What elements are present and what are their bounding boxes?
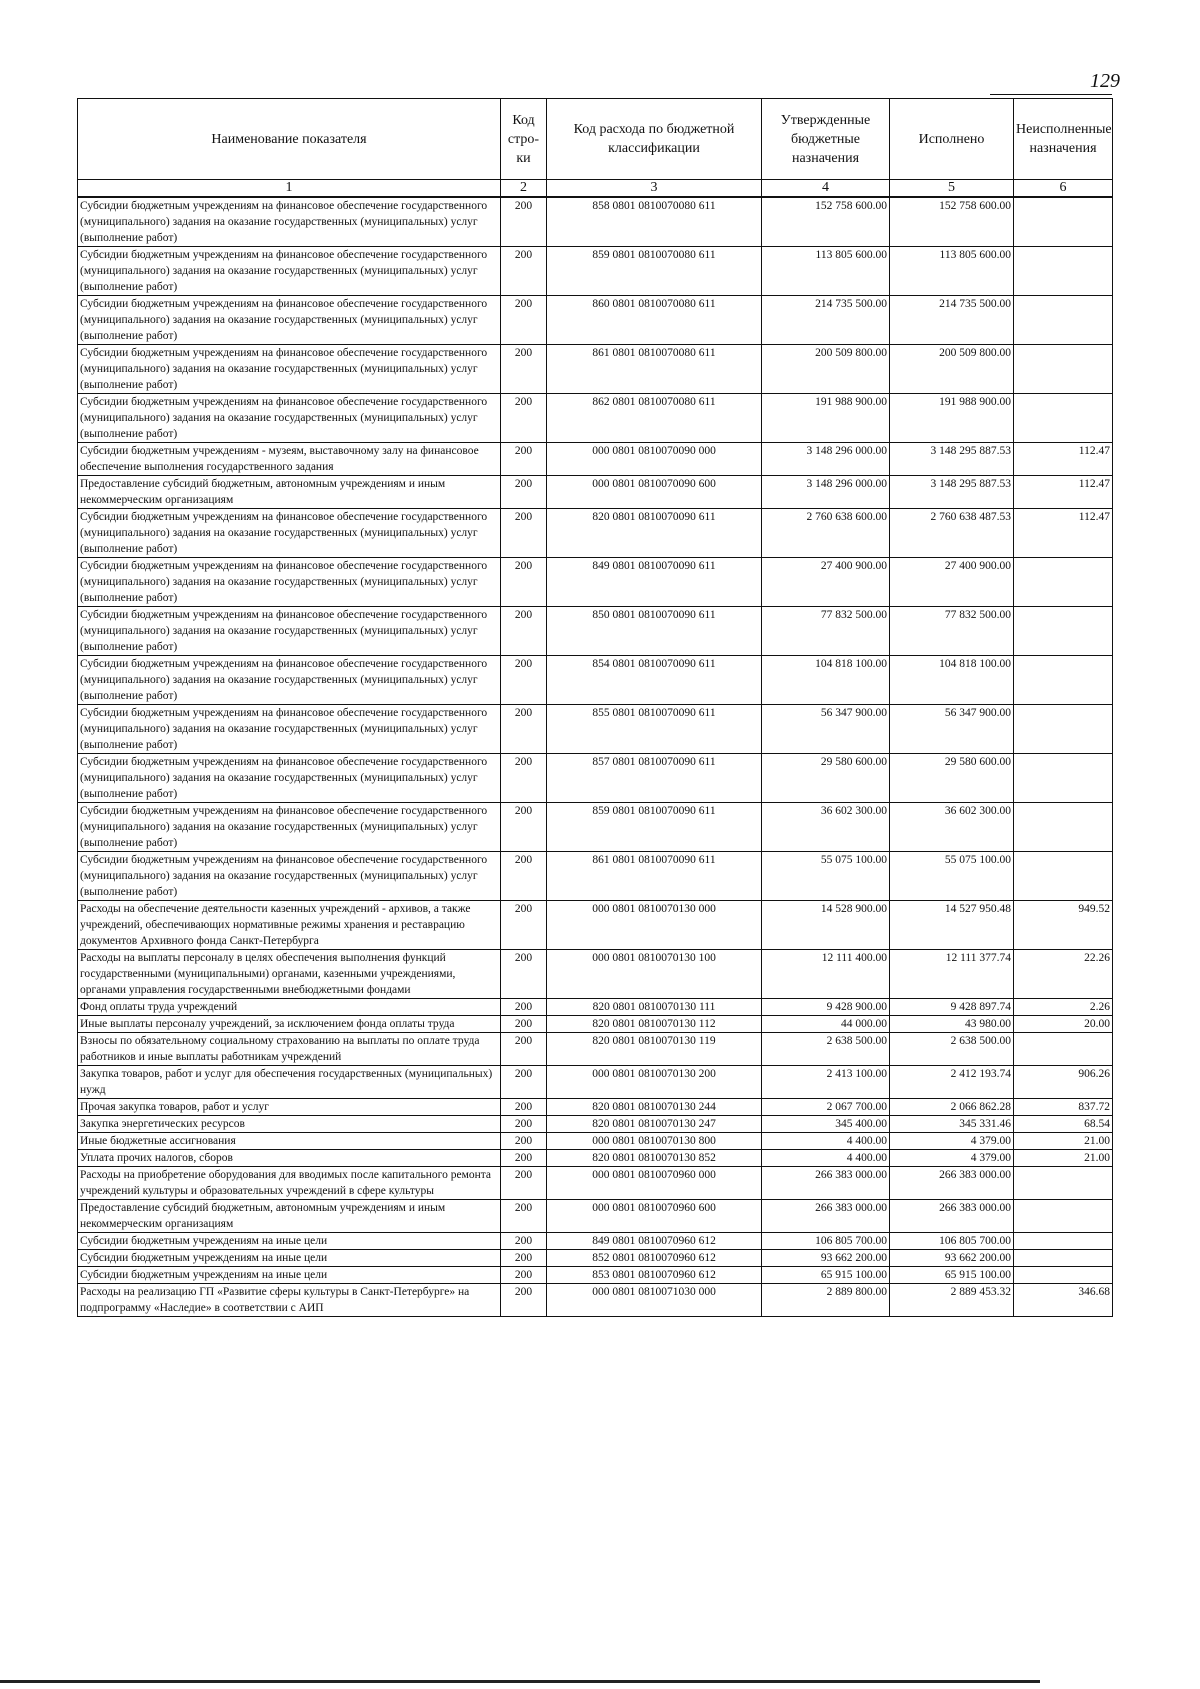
table-row <box>78 476 1113 509</box>
table-row <box>78 345 1113 394</box>
cell-line-code: 200 <box>501 1267 547 1284</box>
cell-unexecuted <box>1014 607 1113 656</box>
cell-executed: 14 527 950.48 <box>890 901 1014 950</box>
table-body <box>78 180 1113 1317</box>
cell-unexecuted: 906.26 <box>1014 1066 1113 1099</box>
cell-expense-code: 855 0801 0810070090 611 <box>547 705 762 754</box>
cell-unexecuted: 112.47 <box>1014 476 1113 509</box>
table-row <box>78 656 1113 705</box>
cell-executed: 152 758 600.00 <box>890 197 1014 247</box>
table-row <box>78 394 1113 443</box>
table-row <box>78 1133 1113 1150</box>
table-row <box>78 558 1113 607</box>
cell-line-code: 200 <box>501 247 547 296</box>
cell-indicator-name: Закупка товаров, работ и услуг для обеспечения государственных (муниципальных) нужд <box>78 1066 501 1099</box>
cell-unexecuted <box>1014 394 1113 443</box>
cell-unexecuted <box>1014 197 1113 247</box>
cell-expense-code: 849 0801 0810070960 612 <box>547 1233 762 1250</box>
cell-indicator-name: Субсидии бюджетным учреждениям на финансовое обеспечение государственного (муниципального) задания на оказание государственных (муниципальных) услуг (выполнение работ) <box>78 803 501 852</box>
cell-line-code: 200 <box>501 1033 547 1066</box>
cell-unexecuted: 22.26 <box>1014 950 1113 999</box>
cell-executed: 2 412 193.74 <box>890 1066 1014 1099</box>
cell-approved: 152 758 600.00 <box>762 197 890 247</box>
cell-executed: 113 805 600.00 <box>890 247 1014 296</box>
cell-executed: 214 735 500.00 <box>890 296 1014 345</box>
cell-line-code: 200 <box>501 1167 547 1200</box>
table-row <box>78 1233 1113 1250</box>
cell-unexecuted: 112.47 <box>1014 443 1113 476</box>
cell-line-code: 200 <box>501 443 547 476</box>
cell-indicator-name: Фонд оплаты труда учреждений <box>78 999 501 1016</box>
cell-line-code: 200 <box>501 1116 547 1133</box>
cell-unexecuted <box>1014 296 1113 345</box>
cell-executed: 12 111 377.74 <box>890 950 1014 999</box>
cell-line-code: 200 <box>501 509 547 558</box>
cell-executed: 2 760 638 487.53 <box>890 509 1014 558</box>
cell-line-code: 200 <box>501 1016 547 1033</box>
cell-approved: 4 400.00 <box>762 1133 890 1150</box>
cell-line-code: 200 <box>501 197 547 247</box>
cell-approved: 29 580 600.00 <box>762 754 890 803</box>
cell-expense-code: 857 0801 0810070090 611 <box>547 754 762 803</box>
table-row <box>78 852 1113 901</box>
cell-approved: 106 805 700.00 <box>762 1233 890 1250</box>
cell-executed: 93 662 200.00 <box>890 1250 1014 1267</box>
cell-executed: 2 889 453.32 <box>890 1284 1014 1317</box>
cell-unexecuted: 21.00 <box>1014 1133 1113 1150</box>
cell-approved: 12 111 400.00 <box>762 950 890 999</box>
cell-executed: 29 580 600.00 <box>890 754 1014 803</box>
cell-expense-code: 000 0801 0810070130 100 <box>547 950 762 999</box>
cell-expense-code: 859 0801 0810070080 611 <box>547 247 762 296</box>
table-row <box>78 509 1113 558</box>
cell-line-code: 200 <box>501 1150 547 1167</box>
cell-expense-code: 850 0801 0810070090 611 <box>547 607 762 656</box>
cell-unexecuted: 68.54 <box>1014 1116 1113 1133</box>
table-row <box>78 1250 1113 1267</box>
cell-expense-code: 820 0801 0810070130 111 <box>547 999 762 1016</box>
cell-executed: 56 347 900.00 <box>890 705 1014 754</box>
cell-line-code: 200 <box>501 296 547 345</box>
cell-line-code: 200 <box>501 901 547 950</box>
column-number: 6 <box>1014 180 1113 198</box>
cell-line-code: 200 <box>501 476 547 509</box>
cell-indicator-name: Расходы на приобретение оборудования для вводимых после капитального ремонта учреждений культуры и образовательных учреждений в сфере культуры <box>78 1167 501 1200</box>
cell-approved: 36 602 300.00 <box>762 803 890 852</box>
cell-expense-code: 000 0801 0810070960 000 <box>547 1167 762 1200</box>
table-row <box>78 1066 1113 1099</box>
cell-unexecuted <box>1014 1250 1113 1267</box>
table-row <box>78 1016 1113 1033</box>
cell-executed: 43 980.00 <box>890 1016 1014 1033</box>
cell-indicator-name: Субсидии бюджетным учреждениям на финансовое обеспечение государственного (муниципального) задания на оказание государственных (муниципальных) услуг (выполнение работ) <box>78 705 501 754</box>
table-row <box>78 1267 1113 1284</box>
page-number: 129 <box>1090 70 1120 92</box>
table-row <box>78 443 1113 476</box>
cell-indicator-name: Предоставление субсидий бюджетным, автономным учреждениям и иным некоммерческим организациям <box>78 1200 501 1233</box>
table-row <box>78 1116 1113 1133</box>
cell-line-code: 200 <box>501 607 547 656</box>
table-row <box>78 1033 1113 1066</box>
cell-unexecuted: 949.52 <box>1014 901 1113 950</box>
cell-line-code: 200 <box>501 1133 547 1150</box>
cell-executed: 3 148 295 887.53 <box>890 476 1014 509</box>
header-executed: Исполнено <box>890 99 1014 180</box>
cell-executed: 4 379.00 <box>890 1133 1014 1150</box>
cell-unexecuted: 837.72 <box>1014 1099 1113 1116</box>
cell-approved: 9 428 900.00 <box>762 999 890 1016</box>
cell-line-code: 200 <box>501 705 547 754</box>
cell-line-code: 200 <box>501 852 547 901</box>
cell-expense-code: 862 0801 0810070080 611 <box>547 394 762 443</box>
cell-approved: 65 915 100.00 <box>762 1267 890 1284</box>
column-number-row <box>78 180 1113 198</box>
cell-indicator-name: Субсидии бюджетным учреждениям на иные цели <box>78 1233 501 1250</box>
header-expense-code: Код расхода по бюджетной классификации <box>547 99 762 180</box>
cell-approved: 266 383 000.00 <box>762 1167 890 1200</box>
cell-expense-code: 820 0801 0810070130 852 <box>547 1150 762 1167</box>
table-row <box>78 705 1113 754</box>
cell-approved: 345 400.00 <box>762 1116 890 1133</box>
cell-indicator-name: Субсидии бюджетным учреждениям на финансовое обеспечение государственного (муниципального) задания на оказание государственных (муниципальных) услуг (выполнение работ) <box>78 558 501 607</box>
cell-executed: 2 638 500.00 <box>890 1033 1014 1066</box>
cell-approved: 2 760 638 600.00 <box>762 509 890 558</box>
cell-indicator-name: Расходы на обеспечение деятельности казенных учреждений - архивов, а также учреждений, обеспечивающих нормативные режимы хранения и реставрацию документов Архивного фонда Санкт-Петербурга <box>78 901 501 950</box>
cell-expense-code: 000 0801 0810071030 000 <box>547 1284 762 1317</box>
cell-unexecuted: 21.00 <box>1014 1150 1113 1167</box>
cell-expense-code: 852 0801 0810070960 612 <box>547 1250 762 1267</box>
cell-approved: 2 889 800.00 <box>762 1284 890 1317</box>
header-indicator-name: Наименование показателя <box>78 99 501 180</box>
table-row <box>78 607 1113 656</box>
cell-indicator-name: Иные бюджетные ассигнования <box>78 1133 501 1150</box>
cell-line-code: 200 <box>501 803 547 852</box>
cell-unexecuted <box>1014 1233 1113 1250</box>
cell-approved: 2 067 700.00 <box>762 1099 890 1116</box>
header-line-code: Код стро-ки <box>501 99 547 180</box>
cell-executed: 2 066 862.28 <box>890 1099 1014 1116</box>
cell-unexecuted: 2.26 <box>1014 999 1113 1016</box>
cell-line-code: 200 <box>501 950 547 999</box>
cell-approved: 56 347 900.00 <box>762 705 890 754</box>
top-rule <box>990 94 1112 95</box>
table-row <box>78 1099 1113 1116</box>
cell-line-code: 200 <box>501 1233 547 1250</box>
cell-indicator-name: Взносы по обязательному социальному страхованию на выплаты по оплате труда работников и иные выплаты работникам учреждений <box>78 1033 501 1066</box>
cell-expense-code: 000 0801 0810070090 600 <box>547 476 762 509</box>
table-row <box>78 1167 1113 1200</box>
cell-expense-code: 861 0801 0810070090 611 <box>547 852 762 901</box>
column-number: 5 <box>890 180 1014 198</box>
cell-approved: 14 528 900.00 <box>762 901 890 950</box>
cell-expense-code: 859 0801 0810070090 611 <box>547 803 762 852</box>
table-row <box>78 1150 1113 1167</box>
cell-unexecuted: 20.00 <box>1014 1016 1113 1033</box>
cell-unexecuted <box>1014 1200 1113 1233</box>
cell-line-code: 200 <box>501 1200 547 1233</box>
table-row <box>78 754 1113 803</box>
cell-line-code: 200 <box>501 394 547 443</box>
cell-indicator-name: Субсидии бюджетным учреждениям на финансовое обеспечение государственного (муниципального) задания на оказание государственных (муниципальных) услуг (выполнение работ) <box>78 852 501 901</box>
cell-indicator-name: Субсидии бюджетным учреждениям на финансовое обеспечение государственного (муниципального) задания на оказание государственных (муниципальных) услуг (выполнение работ) <box>78 345 501 394</box>
cell-line-code: 200 <box>501 1066 547 1099</box>
column-number: 4 <box>762 180 890 198</box>
cell-indicator-name: Иные выплаты персоналу учреждений, за исключением фонда оплаты труда <box>78 1016 501 1033</box>
cell-approved: 200 509 800.00 <box>762 345 890 394</box>
cell-expense-code: 820 0801 0810070130 112 <box>547 1016 762 1033</box>
cell-expense-code: 860 0801 0810070080 611 <box>547 296 762 345</box>
cell-indicator-name: Расходы на реализацию ГП «Развитие сферы культуры в Санкт-Петербурге» на подпрограмму «Наследие» в соответствии с АИП <box>78 1284 501 1317</box>
cell-line-code: 200 <box>501 345 547 394</box>
cell-indicator-name: Субсидии бюджетным учреждениям на финансовое обеспечение государственного (муниципального) задания на оказание государственных (муниципальных) услуг (выполнение работ) <box>78 247 501 296</box>
cell-approved: 2 638 500.00 <box>762 1033 890 1066</box>
cell-unexecuted <box>1014 656 1113 705</box>
table-row <box>78 247 1113 296</box>
cell-expense-code: 853 0801 0810070960 612 <box>547 1267 762 1284</box>
cell-expense-code: 000 0801 0810070960 600 <box>547 1200 762 1233</box>
cell-executed: 191 988 900.00 <box>890 394 1014 443</box>
cell-indicator-name: Субсидии бюджетным учреждениям на финансовое обеспечение государственного (муниципального) задания на оказание государственных (муниципальных) услуг (выполнение работ) <box>78 656 501 705</box>
cell-approved: 27 400 900.00 <box>762 558 890 607</box>
cell-expense-code: 820 0801 0810070130 119 <box>547 1033 762 1066</box>
cell-unexecuted <box>1014 1267 1113 1284</box>
cell-expense-code: 820 0801 0810070130 247 <box>547 1116 762 1133</box>
cell-executed: 104 818 100.00 <box>890 656 1014 705</box>
cell-unexecuted <box>1014 705 1113 754</box>
cell-expense-code: 861 0801 0810070080 611 <box>547 345 762 394</box>
table-row <box>78 1200 1113 1233</box>
table-row <box>78 1284 1113 1317</box>
cell-expense-code: 000 0801 0810070130 000 <box>547 901 762 950</box>
cell-unexecuted <box>1014 1167 1113 1200</box>
cell-line-code: 200 <box>501 1284 547 1317</box>
cell-approved: 77 832 500.00 <box>762 607 890 656</box>
cell-approved: 3 148 296 000.00 <box>762 443 890 476</box>
cell-expense-code: 820 0801 0810070090 611 <box>547 509 762 558</box>
header-unexecuted: Неисполненные назначения <box>1014 99 1113 180</box>
cell-line-code: 200 <box>501 999 547 1016</box>
cell-executed: 55 075 100.00 <box>890 852 1014 901</box>
cell-executed: 9 428 897.74 <box>890 999 1014 1016</box>
cell-approved: 93 662 200.00 <box>762 1250 890 1267</box>
cell-executed: 36 602 300.00 <box>890 803 1014 852</box>
cell-approved: 104 818 100.00 <box>762 656 890 705</box>
table-row <box>78 803 1113 852</box>
cell-indicator-name: Субсидии бюджетным учреждениям на финансовое обеспечение государственного (муниципального) задания на оказание государственных (муниципальных) услуг (выполнение работ) <box>78 754 501 803</box>
cell-approved: 55 075 100.00 <box>762 852 890 901</box>
cell-expense-code: 854 0801 0810070090 611 <box>547 656 762 705</box>
bottom-rule <box>0 1680 1040 1683</box>
cell-approved: 266 383 000.00 <box>762 1200 890 1233</box>
cell-approved: 4 400.00 <box>762 1150 890 1167</box>
cell-line-code: 200 <box>501 1099 547 1116</box>
cell-approved: 3 148 296 000.00 <box>762 476 890 509</box>
cell-line-code: 200 <box>501 754 547 803</box>
cell-indicator-name: Прочая закупка товаров, работ и услуг <box>78 1099 501 1116</box>
column-number: 1 <box>78 180 501 198</box>
table-row <box>78 901 1113 950</box>
table-row <box>78 296 1113 345</box>
cell-expense-code: 000 0801 0810070130 800 <box>547 1133 762 1150</box>
cell-executed: 27 400 900.00 <box>890 558 1014 607</box>
cell-indicator-name: Субсидии бюджетным учреждениям на финансовое обеспечение государственного (муниципального) задания на оказание государственных (муниципальных) услуг (выполнение работ) <box>78 296 501 345</box>
cell-indicator-name: Расходы на выплаты персоналу в целях обеспечения выполнения функций государственными (муниципальными) органами, казенными учреждениями, органами управления государственными внебюджетными фондами <box>78 950 501 999</box>
column-number: 3 <box>547 180 762 198</box>
cell-executed: 345 331.46 <box>890 1116 1014 1133</box>
cell-approved: 214 735 500.00 <box>762 296 890 345</box>
cell-executed: 4 379.00 <box>890 1150 1014 1167</box>
cell-unexecuted <box>1014 803 1113 852</box>
cell-approved: 113 805 600.00 <box>762 247 890 296</box>
table-row <box>78 999 1113 1016</box>
header-approved: Утвержденные бюджетные назначения <box>762 99 890 180</box>
cell-executed: 266 383 000.00 <box>890 1200 1014 1233</box>
cell-expense-code: 849 0801 0810070090 611 <box>547 558 762 607</box>
cell-expense-code: 000 0801 0810070130 200 <box>547 1066 762 1099</box>
cell-indicator-name: Субсидии бюджетным учреждениям на финансовое обеспечение государственного (муниципального) задания на оказание государственных (муниципальных) услуг (выполнение работ) <box>78 394 501 443</box>
cell-line-code: 200 <box>501 656 547 705</box>
cell-expense-code: 820 0801 0810070130 244 <box>547 1099 762 1116</box>
cell-indicator-name: Предоставление субсидий бюджетным, автономным учреждениям и иным некоммерческим организациям <box>78 476 501 509</box>
cell-indicator-name: Субсидии бюджетным учреждениям - музеям, выставочному залу на финансовое обеспечение выполнения государственного задания <box>78 443 501 476</box>
cell-unexecuted: 112.47 <box>1014 509 1113 558</box>
table-row <box>78 950 1113 999</box>
cell-indicator-name: Закупка энергетических ресурсов <box>78 1116 501 1133</box>
budget-execution-table <box>77 98 1113 1317</box>
cell-approved: 44 000.00 <box>762 1016 890 1033</box>
cell-executed: 3 148 295 887.53 <box>890 443 1014 476</box>
cell-line-code: 200 <box>501 1250 547 1267</box>
cell-unexecuted <box>1014 247 1113 296</box>
cell-unexecuted <box>1014 558 1113 607</box>
cell-line-code: 200 <box>501 558 547 607</box>
cell-indicator-name: Субсидии бюджетным учреждениям на иные цели <box>78 1267 501 1284</box>
cell-executed: 106 805 700.00 <box>890 1233 1014 1250</box>
cell-executed: 77 832 500.00 <box>890 607 1014 656</box>
column-number: 2 <box>501 180 547 198</box>
cell-expense-code: 000 0801 0810070090 000 <box>547 443 762 476</box>
cell-indicator-name: Субсидии бюджетным учреждениям на финансовое обеспечение государственного (муниципального) задания на оказание государственных (муниципальных) услуг (выполнение работ) <box>78 197 501 247</box>
cell-expense-code: 858 0801 0810070080 611 <box>547 197 762 247</box>
cell-indicator-name: Уплата прочих налогов, сборов <box>78 1150 501 1167</box>
cell-approved: 2 413 100.00 <box>762 1066 890 1099</box>
cell-unexecuted <box>1014 1033 1113 1066</box>
cell-executed: 200 509 800.00 <box>890 345 1014 394</box>
cell-unexecuted: 346.68 <box>1014 1284 1113 1317</box>
cell-unexecuted <box>1014 754 1113 803</box>
cell-indicator-name: Субсидии бюджетным учреждениям на финансовое обеспечение государственного (муниципального) задания на оказание государственных (муниципальных) услуг (выполнение работ) <box>78 607 501 656</box>
table-row <box>78 197 1113 247</box>
table-header <box>78 99 1113 180</box>
cell-executed: 266 383 000.00 <box>890 1167 1014 1200</box>
cell-executed: 65 915 100.00 <box>890 1267 1014 1284</box>
cell-unexecuted <box>1014 345 1113 394</box>
cell-indicator-name: Субсидии бюджетным учреждениям на иные цели <box>78 1250 501 1267</box>
cell-approved: 191 988 900.00 <box>762 394 890 443</box>
cell-indicator-name: Субсидии бюджетным учреждениям на финансовое обеспечение государственного (муниципального) задания на оказание государственных (муниципальных) услуг (выполнение работ) <box>78 509 501 558</box>
cell-unexecuted <box>1014 852 1113 901</box>
